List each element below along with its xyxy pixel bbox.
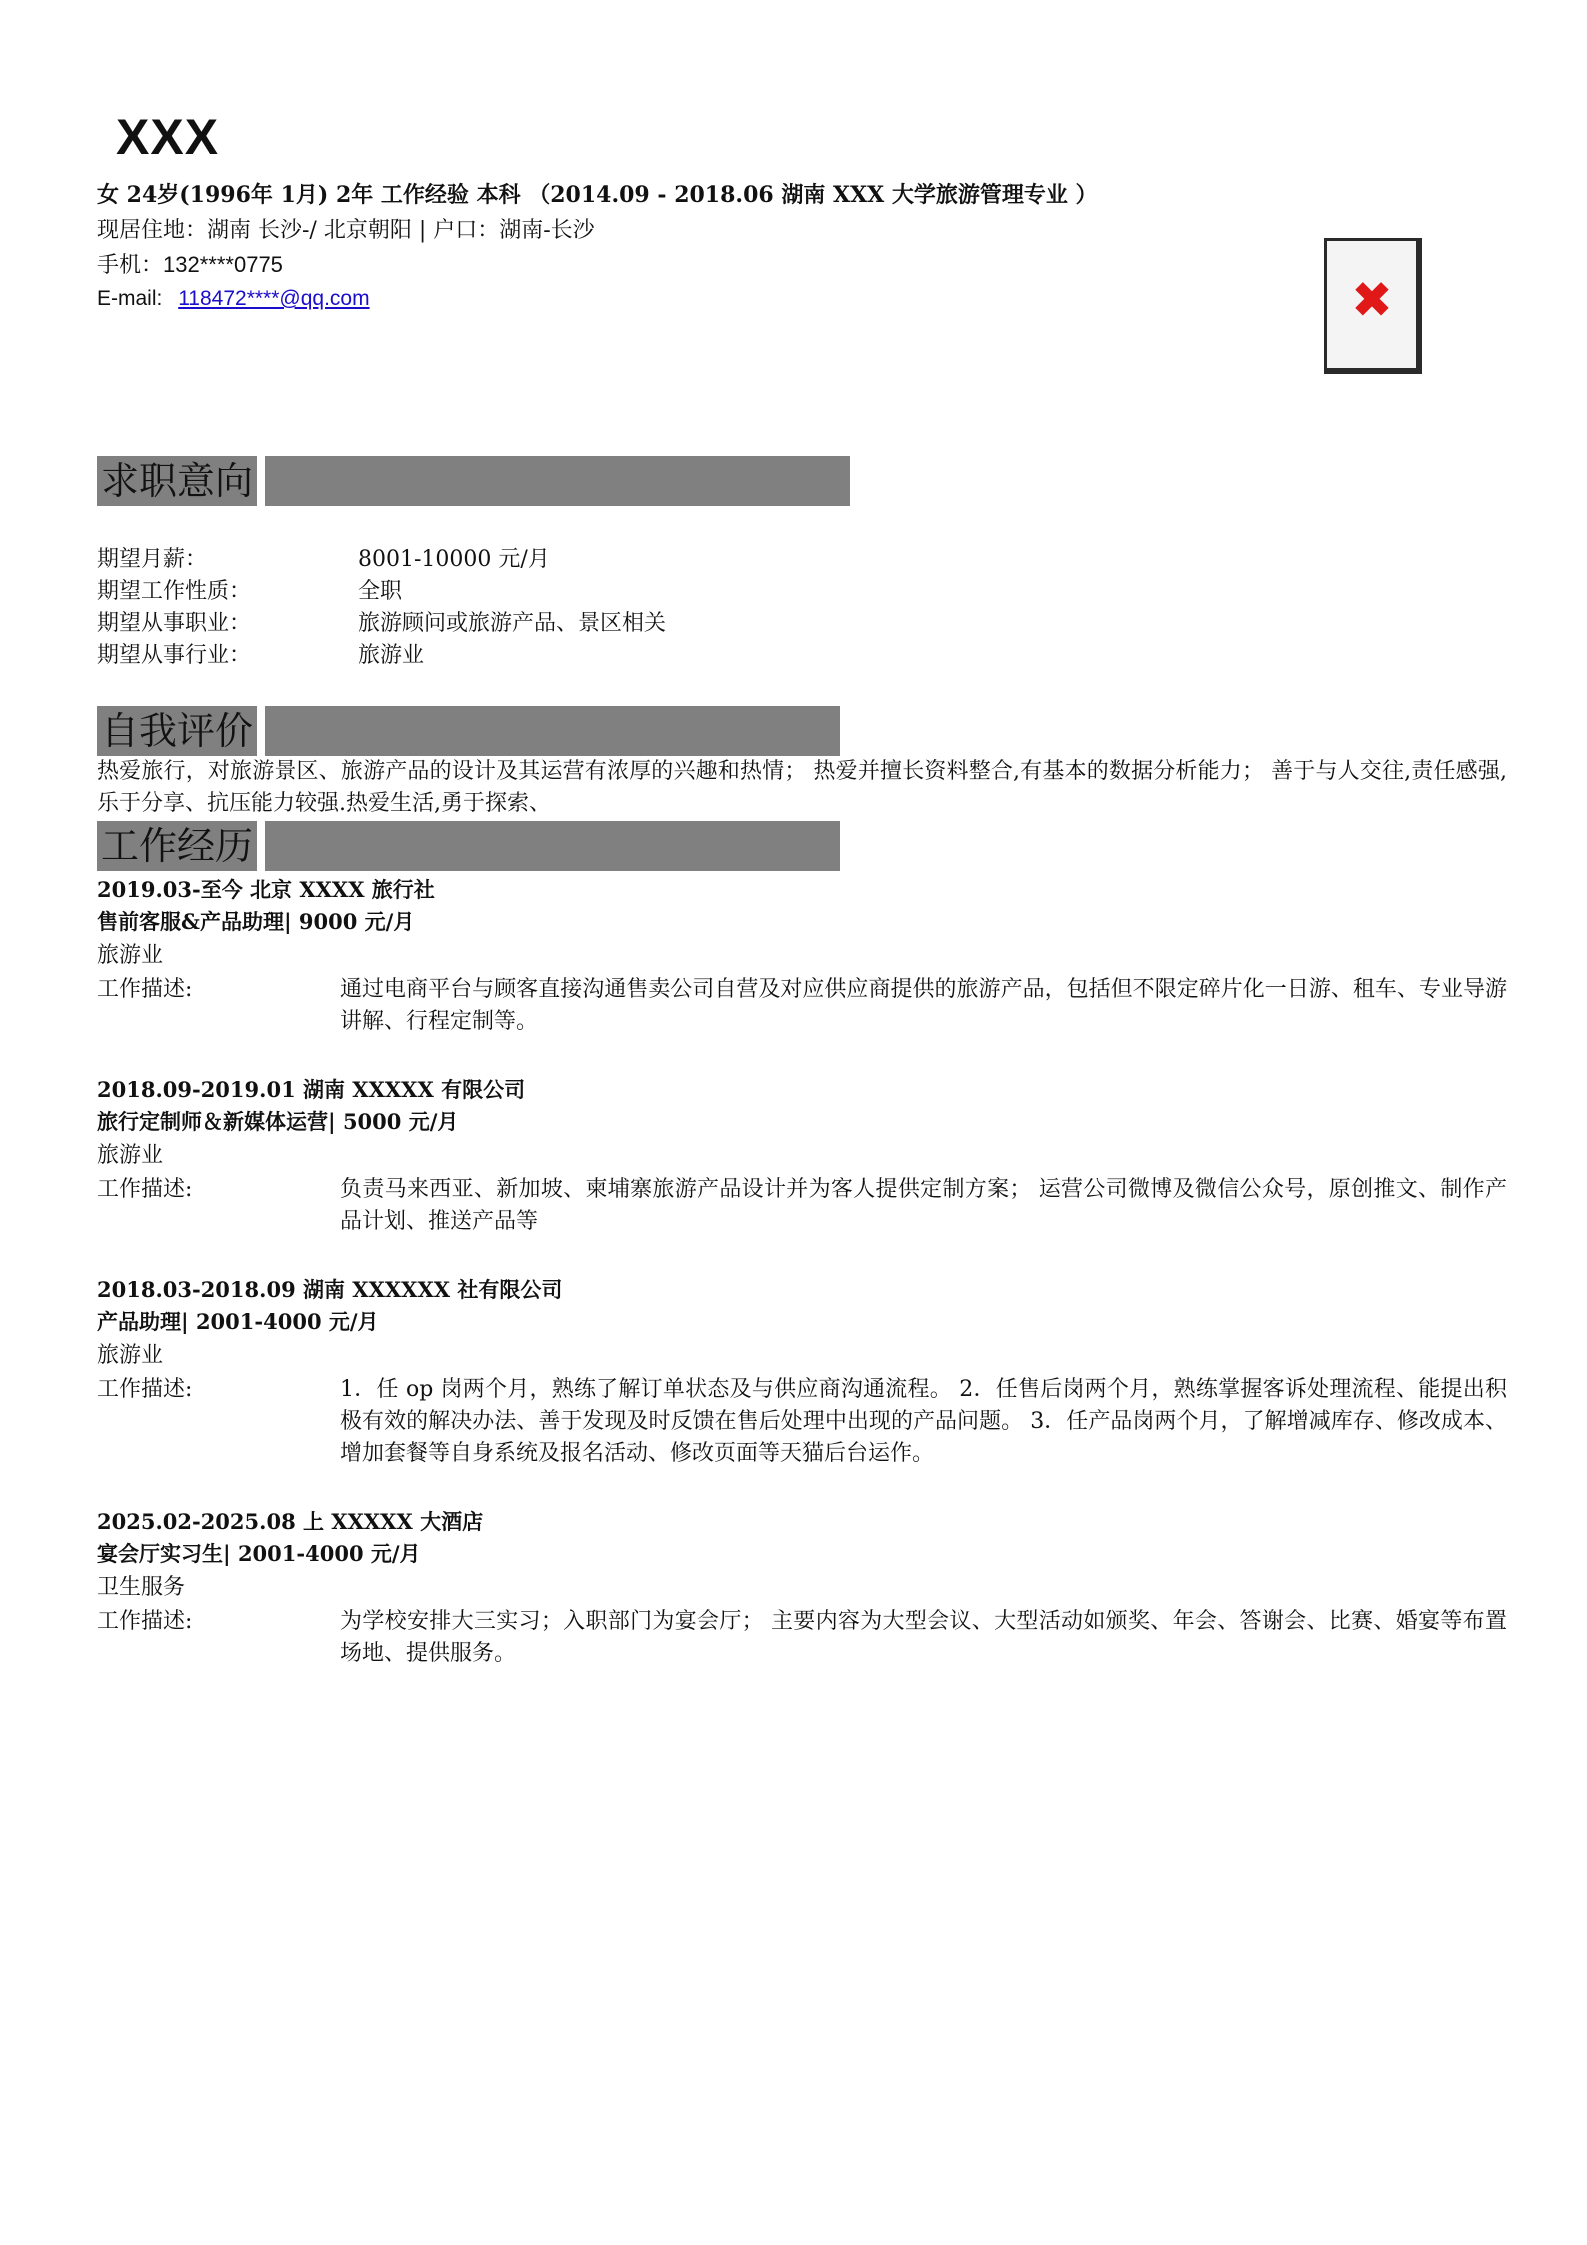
email-label: E-mail: bbox=[97, 287, 163, 310]
profile-photo-placeholder bbox=[1324, 238, 1422, 374]
expected-occupation-label: 期望从事职业： bbox=[97, 611, 252, 636]
job-description-label: 工作描述: bbox=[97, 1377, 193, 1402]
email-line bbox=[97, 284, 370, 314]
job-description: 负责马来西亚、新加坡、柬埔寨旅游产品设计并为客人提供定制方案； 运营公司微博及微信公众号，原创推文、制作产品计划、推送产品等 bbox=[340, 1177, 1507, 1234]
phone-label: 手机： bbox=[97, 253, 164, 278]
expected-occupation-value: 旅游顾问或旅游产品、景区相关 bbox=[358, 611, 667, 636]
job-description-label: 工作描述: bbox=[97, 977, 193, 1002]
section-title-job-intention: 求职意向 bbox=[97, 456, 257, 506]
job-description-label: 工作描述: bbox=[97, 1609, 193, 1634]
job-industry: 旅游业 bbox=[97, 1143, 164, 1168]
expected-salary-label: 期望月薪： bbox=[97, 547, 208, 572]
section-title-work-experience: 工作经历 bbox=[97, 821, 257, 871]
expected-job-type-value: 全职 bbox=[358, 579, 403, 604]
broken-image-icon: ✖ bbox=[1351, 271, 1393, 329]
expected-industry-label: 期望从事行业： bbox=[97, 643, 252, 668]
section-bar-work-experience bbox=[265, 821, 840, 871]
basic-info: 女 24岁(1996年 1月) 2年 工作经验 本科 （2014.09 - 2018.06 湖南 XXX 大学旅游管理专业 ） bbox=[97, 182, 1098, 208]
job-industry: 卫生服务 bbox=[97, 1575, 186, 1600]
email-link[interactable]: 118472****@qq.com bbox=[178, 287, 370, 310]
residence-info: 现居住地：湖南 长沙-/ 北京朝阳 | 户口：湖南-长沙 bbox=[97, 218, 595, 243]
phone-number: 132****0775 bbox=[163, 252, 283, 277]
job-position-salary: 售前客服&产品助理| 9000 元/月 bbox=[97, 909, 415, 934]
section-title-self-evaluation: 自我评价 bbox=[97, 706, 257, 756]
job-position-salary: 产品助理| 2001-4000 元/月 bbox=[97, 1309, 379, 1334]
section-bar-job-intention bbox=[265, 456, 850, 506]
job-description: 1．任 op 岗两个月，熟练了解订单状态及与供应商沟通流程。 2．任售后岗两个月，熟练掌握客诉处理流程、能提出积极有效的解决办法、善于发现及时反馈在售后处理中出现的产品问题。 3．任产品岗两个月，了解增减库存、修改成本、增加套餐等自身系统及报名活动、修改页面等天猫后台运作。 bbox=[340, 1377, 1507, 1466]
expected-industry-value: 旅游业 bbox=[358, 643, 425, 668]
job-period-company: 2018.03-2018.09 湖南 XXXXXX 社有限公司 bbox=[97, 1277, 563, 1302]
phone-line bbox=[97, 250, 283, 281]
job-position-salary: 旅行定制师＆新媒体运营| 5000 元/月 bbox=[97, 1109, 459, 1134]
candidate-name: XXX bbox=[116, 109, 220, 165]
expected-job-type-label: 期望工作性质： bbox=[97, 579, 252, 604]
self-evaluation-text: 热爱旅行，对旅游景区、旅游产品的设计及其运营有浓厚的兴趣和热情； 热爱并擅长资料整合,有基本的数据分析能力； 善于与人交往,责任感强,乐于分享、抗压能力较强.热爱生活,勇于探索、 bbox=[97, 759, 1507, 816]
job-position-salary: 宴会厅实习生| 2001-4000 元/月 bbox=[97, 1541, 421, 1566]
job-industry: 旅游业 bbox=[97, 943, 164, 968]
job-description-label: 工作描述: bbox=[97, 1177, 193, 1202]
job-description: 为学校安排大三实习；入职部门为宴会厅； 主要内容为大型会议、大型活动如颁奖、年会、答谢会、比赛、婚宴等布置场地、提供服务。 bbox=[340, 1609, 1507, 1666]
expected-salary-value: 8001-10000 元/月 bbox=[358, 547, 550, 572]
job-period-company: 2019.03-至今 北京 XXXX 旅行社 bbox=[97, 877, 435, 902]
section-bar-self-evaluation bbox=[265, 706, 840, 756]
job-period-company: 2018.09-2019.01 湖南 XXXXX 有限公司 bbox=[97, 1077, 526, 1102]
job-industry: 旅游业 bbox=[97, 1343, 164, 1368]
job-period-company: 2025.02-2025.08 上 XXXXX 大酒店 bbox=[97, 1509, 484, 1534]
job-description: 通过电商平台与顾客直接沟通售卖公司自营及对应供应商提供的旅游产品，包括但不限定碎片化一日游、租车、专业导游讲解、行程定制等。 bbox=[340, 977, 1507, 1034]
